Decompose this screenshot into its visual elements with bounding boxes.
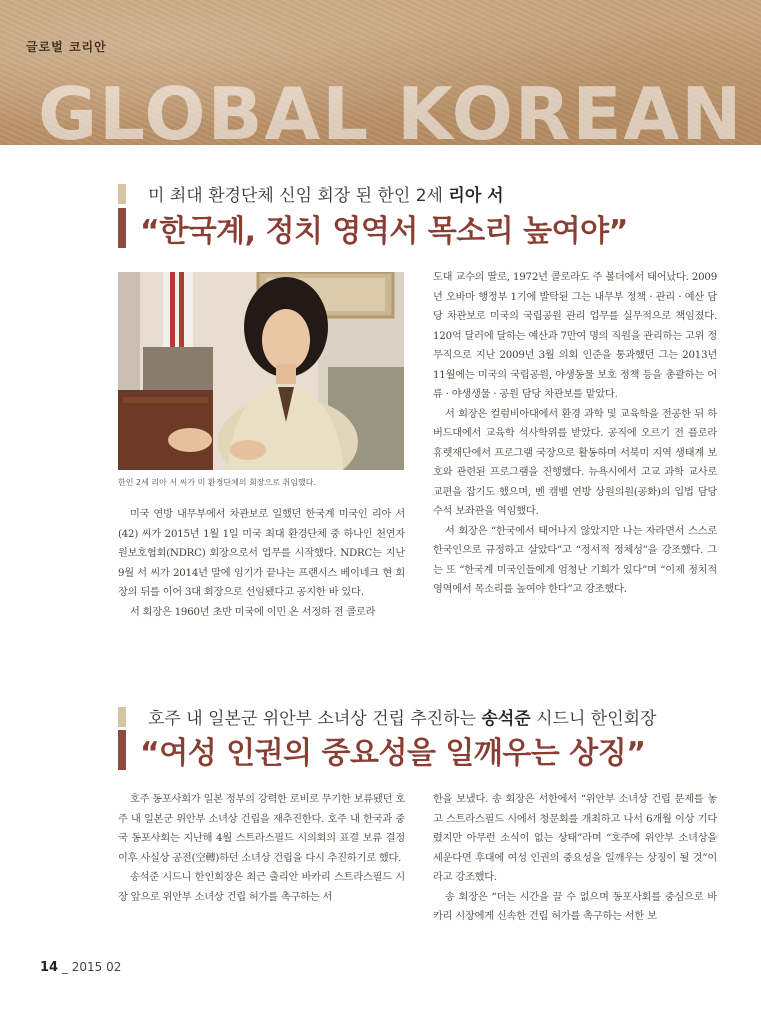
article1-subtitle-name: 리아 서 bbox=[448, 186, 504, 206]
article2-right-column bbox=[433, 790, 717, 927]
article1-left-column bbox=[118, 505, 405, 622]
article1-photo bbox=[118, 272, 404, 470]
accent-bar-dark bbox=[118, 208, 126, 248]
article2-left-column bbox=[118, 790, 405, 907]
paragraph: 도대 교수의 딸로, 1972년 콜로라도 주 볼더에서 태어났다. 2009년 오바마 행정부 1기에 발탁된 그는 내무부 정책 · 관리 · 예산 담당 차관보로 미국의 국립공원 관리 업무를 실무적으로 책임졌다. 120억 달러에 달하는 예산과 7만여 명의 직원을 관리하는 고위 정무직으로 지난 2009년 3월 의회 인준을 통과했던 그는 2013년 11월에는 미국의 국립공원, 야생동물 보호 정책 등을 총괄하는 어류 · 야생생물 · 공원 담당 차관보를 맡았다. bbox=[433, 272, 717, 400]
accent-bar-light bbox=[118, 707, 126, 727]
page-footer bbox=[40, 960, 121, 975]
issue-date: _ 2015 02 bbox=[61, 960, 122, 974]
photo-caption: 한인 2세 리아 서 씨가 미 환경단체의 회장으로 취임했다. bbox=[118, 478, 316, 487]
paragraph: 한을 보냈다. 송 회장은 서한에서 “위안부 소녀상 건립 문제를 놓고 스트라스필드 시에서 청문회를 개최하고 나서 6개월 이상 기다렸지만 아무런 소식이 없는 상태”라며 “호주에 위안부 소녀상을 세운다면 후대에 여성 인권의 중요성을 일깨우는 상징이 될 것”이라고 강조했다. bbox=[433, 794, 717, 883]
article1-subtitle bbox=[148, 181, 504, 206]
article1-subtitle-row bbox=[118, 181, 504, 206]
article2-subtitle-text: 호주 내 일본군 위안부 소녀상 건립 추진하는 bbox=[148, 709, 477, 729]
article2-subtitle-name: 송석준 bbox=[481, 709, 531, 729]
article1-right-column bbox=[433, 268, 717, 600]
article1-subtitle-text: 미 최대 환경단체 신임 회장 된 한인 2세 bbox=[148, 186, 443, 206]
section-tag: 글로벌 코리안 bbox=[26, 40, 107, 54]
paragraph: 서 회장은 “한국에서 태어나지 않았지만 나는 자라면서 스스로 한국인으로 규정하고 살았다”고 “정서적 정체성”을 강조했다. 그는 또 “한국계 미국인들에게 엄청난 기회가 있다”며 “이제 정치적 영역에서 목소리를 높여야 한다”고 강조했다. bbox=[433, 525, 717, 595]
paragraph: 송석준 시드니 한인회장은 최근 출리안 바카리 스트라스필드 시장 앞으로 위안부 소녀상 건립 허가를 촉구하는 서 bbox=[118, 872, 405, 903]
accent-bar-light bbox=[118, 184, 126, 204]
article1-headline: “한국계, 정치 영역서 목소리 높여야” bbox=[140, 214, 628, 249]
article2-subtitle-tail: 시드니 한인회장 bbox=[536, 709, 657, 729]
article2-subtitle-row bbox=[118, 704, 656, 729]
paragraph: 서 회장은 컬럼비아대에서 환경 과학 및 교육학을 전공한 뒤 하버드대에서 교육학 석사학위를 받았다. 공직에 오르기 전 플로라 휴렛재단에서 프로그램 국장으로 활동하며 서북미 지역 생태계 보호와 관련된 프로그램을 진행했다. 뉴욕시에서 고교 과학 교사로 교편을 잡기도 했으며, 벤 캠벨 연방 상원의원(공화)의 입법 담당 수석 보좌관을 역임했다. bbox=[433, 408, 717, 517]
accent-bar-dark bbox=[118, 730, 126, 770]
article2-headline: “여성 인권의 중요성을 일깨우는 상징” bbox=[140, 736, 646, 771]
portrait-illustration bbox=[118, 272, 404, 470]
page-number: 14 bbox=[40, 960, 59, 975]
banner-watermark: GLOBAL KOREAN bbox=[38, 72, 744, 145]
header-banner bbox=[0, 0, 761, 145]
paragraph: 송 회장은 “더는 시간을 끌 수 없으며 동포사회를 중심으로 바카리 시장에게 신속한 건립 허가를 촉구하는 서한 보 bbox=[433, 891, 717, 922]
article2-headline-row bbox=[118, 728, 645, 772]
article1-headline-row bbox=[118, 206, 628, 250]
paragraph: 미국 연방 내무부에서 차관보로 일했던 한국계 미국인 리아 서(42) 씨가 2015년 1월 1일 미국 최대 환경단체 중 하나인 천연자원보호협회(NDRC) 회장으로서 업무를 시작했다. NDRC는 지난 9월 서 씨가 2014년 말에 임기가 끝나는 프랜시스 베이네크 현 회장의 뒤를 이어 3대 회장으로 선임됐다고 공지한 바 있다. bbox=[118, 509, 405, 598]
paragraph: 서 회장은 1960년 초반 미국에 이민 온 서정하 전 콜로라 bbox=[130, 606, 376, 618]
article2-subtitle bbox=[148, 704, 656, 729]
paragraph: 호주 동포사회가 일본 정부의 강력한 로비로 무기한 보류됐던 호주 내 일본군 위안부 소녀상 건립을 재추진한다. 호주 내 한국과 중국 동포사회는 지난해 4월 스트라스필드 시의회의 표결 보류 결정 이후 사실상 공전(空轉)하던 소녀상 건립을 다시 추진하기로 했다. bbox=[118, 794, 405, 864]
